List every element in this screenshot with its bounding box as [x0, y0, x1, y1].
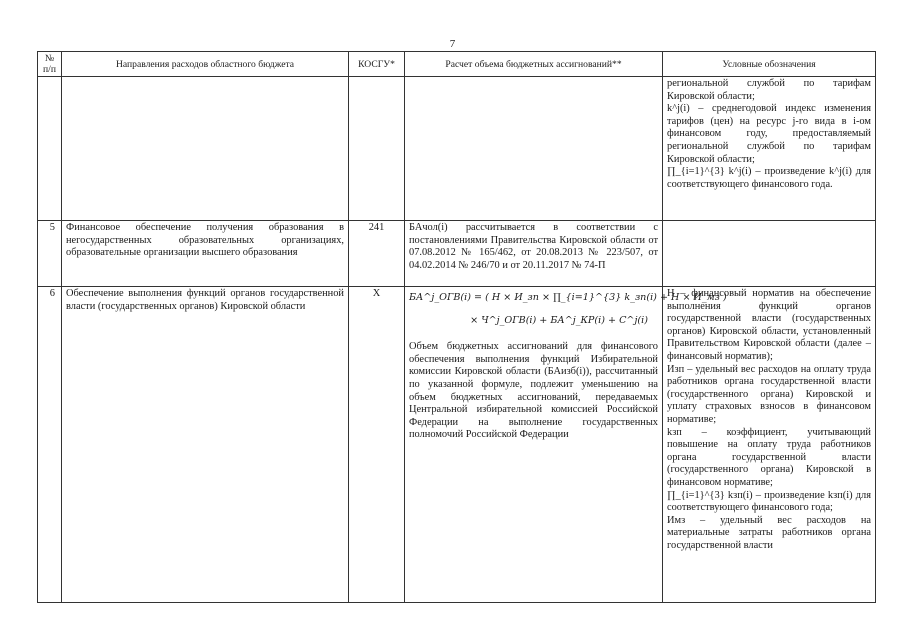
page-number: 7	[449, 38, 456, 50]
legend-line: Имз – удельный вес расходов на материальные затраты работников органа государственной власти	[667, 514, 871, 551]
header-num: № п/п	[38, 52, 62, 77]
row-number: 5	[38, 221, 62, 287]
row-direction: Обеспечение выполнения функций органов государственной власти (государственных органов) Кировской области	[62, 287, 349, 603]
header-kosgu: КОСГУ*	[349, 52, 405, 77]
formula-line-1: БА^j_ОГВ(i) = ( Н × И_зп × ∏_{i=1}^{3} k_зп(i) + Н × И_мз )	[409, 292, 727, 303]
table-header-row	[38, 52, 876, 77]
legend-continuation	[663, 77, 876, 221]
row-direction: Финансовое обеспечение получения образования в негосударственных образовательных организациях, образовательные организации высшего образования	[62, 221, 349, 287]
table-row-6	[38, 287, 876, 603]
legend-line: kзп – коэффициент, учитывающий повышение на оплату труда работников органа государственной власти (государственного органа) Кировской в финансовом нормативе;	[667, 426, 871, 488]
legend-line: ∏_{i=1}^{3} k^j(i) – произведение k^j(i) для соответствующего финансового года.	[667, 166, 871, 190]
row-kosgu: 241	[349, 221, 405, 287]
calc-note: Объем бюджетных ассигнований для финансового обеспечения выполнения функций Избирательной комиссии Кировской области (БАизб(i)), рассчитанный по указанной формуле, подлежит уменьшению на объем бюджетных ассигнований, передаваемых Центральной избирательной комиссией Российской Федерации на выполнение государственных полномочий Российской Федерации	[409, 341, 658, 441]
legend-line: региональной службой по тарифам Кировской области;	[667, 78, 871, 102]
row-kosgu: X	[349, 287, 405, 603]
budget-formula	[409, 292, 727, 327]
legend-line: Н – финансовый норматив на обеспечение выполнения функций органов государственной власти (государственных органов) Кировской области, установленный Правительством Кировской области (далее – финансовый норматив);	[667, 288, 871, 362]
header-direction: Направления расходов областного бюджета	[62, 52, 349, 77]
budget-table	[37, 51, 876, 603]
legend-line: k^j(i) – среднегодовой индекс изменения тарифов (цен) на ресурс j-го вида в i-ом финансовом году, предоставляемый региональной службой по тарифам Кировской области;	[667, 103, 871, 165]
header-calc: Расчет объема бюджетных ассигнований**	[405, 52, 663, 77]
row-number: 6	[38, 287, 62, 603]
legend-line: ∏_{i=1}^{3} kзп(i) – произведение kзп(i) для соответствующего финансового года;	[667, 489, 871, 514]
formula-line-2: × Ч^j_ОГВ(i) + БА^j_КР(i) + С^j(i)	[470, 314, 648, 326]
row-calc: БАчол(i) рассчитывается в соответствии с постановлениями Правительства Кировской области от 07.08.2012 № 165/462, от 20.08.2013 № 223/507, от 04.02.2014 № 246/70 и от 20.11.2017 № 74-П	[405, 221, 663, 287]
row-calc	[405, 287, 727, 603]
header-legend: Условные обозначения	[663, 52, 876, 77]
table-row-continuation	[38, 77, 876, 221]
legend-line: Изп – удельный вес расходов на оплату труда работников органа государственной власти (государственного органа) Кировской и уплату страховых взносов в финансовом нормативе;	[667, 363, 871, 425]
row-legend	[663, 287, 876, 603]
row-legend	[663, 221, 876, 287]
table-row-5	[38, 221, 876, 287]
